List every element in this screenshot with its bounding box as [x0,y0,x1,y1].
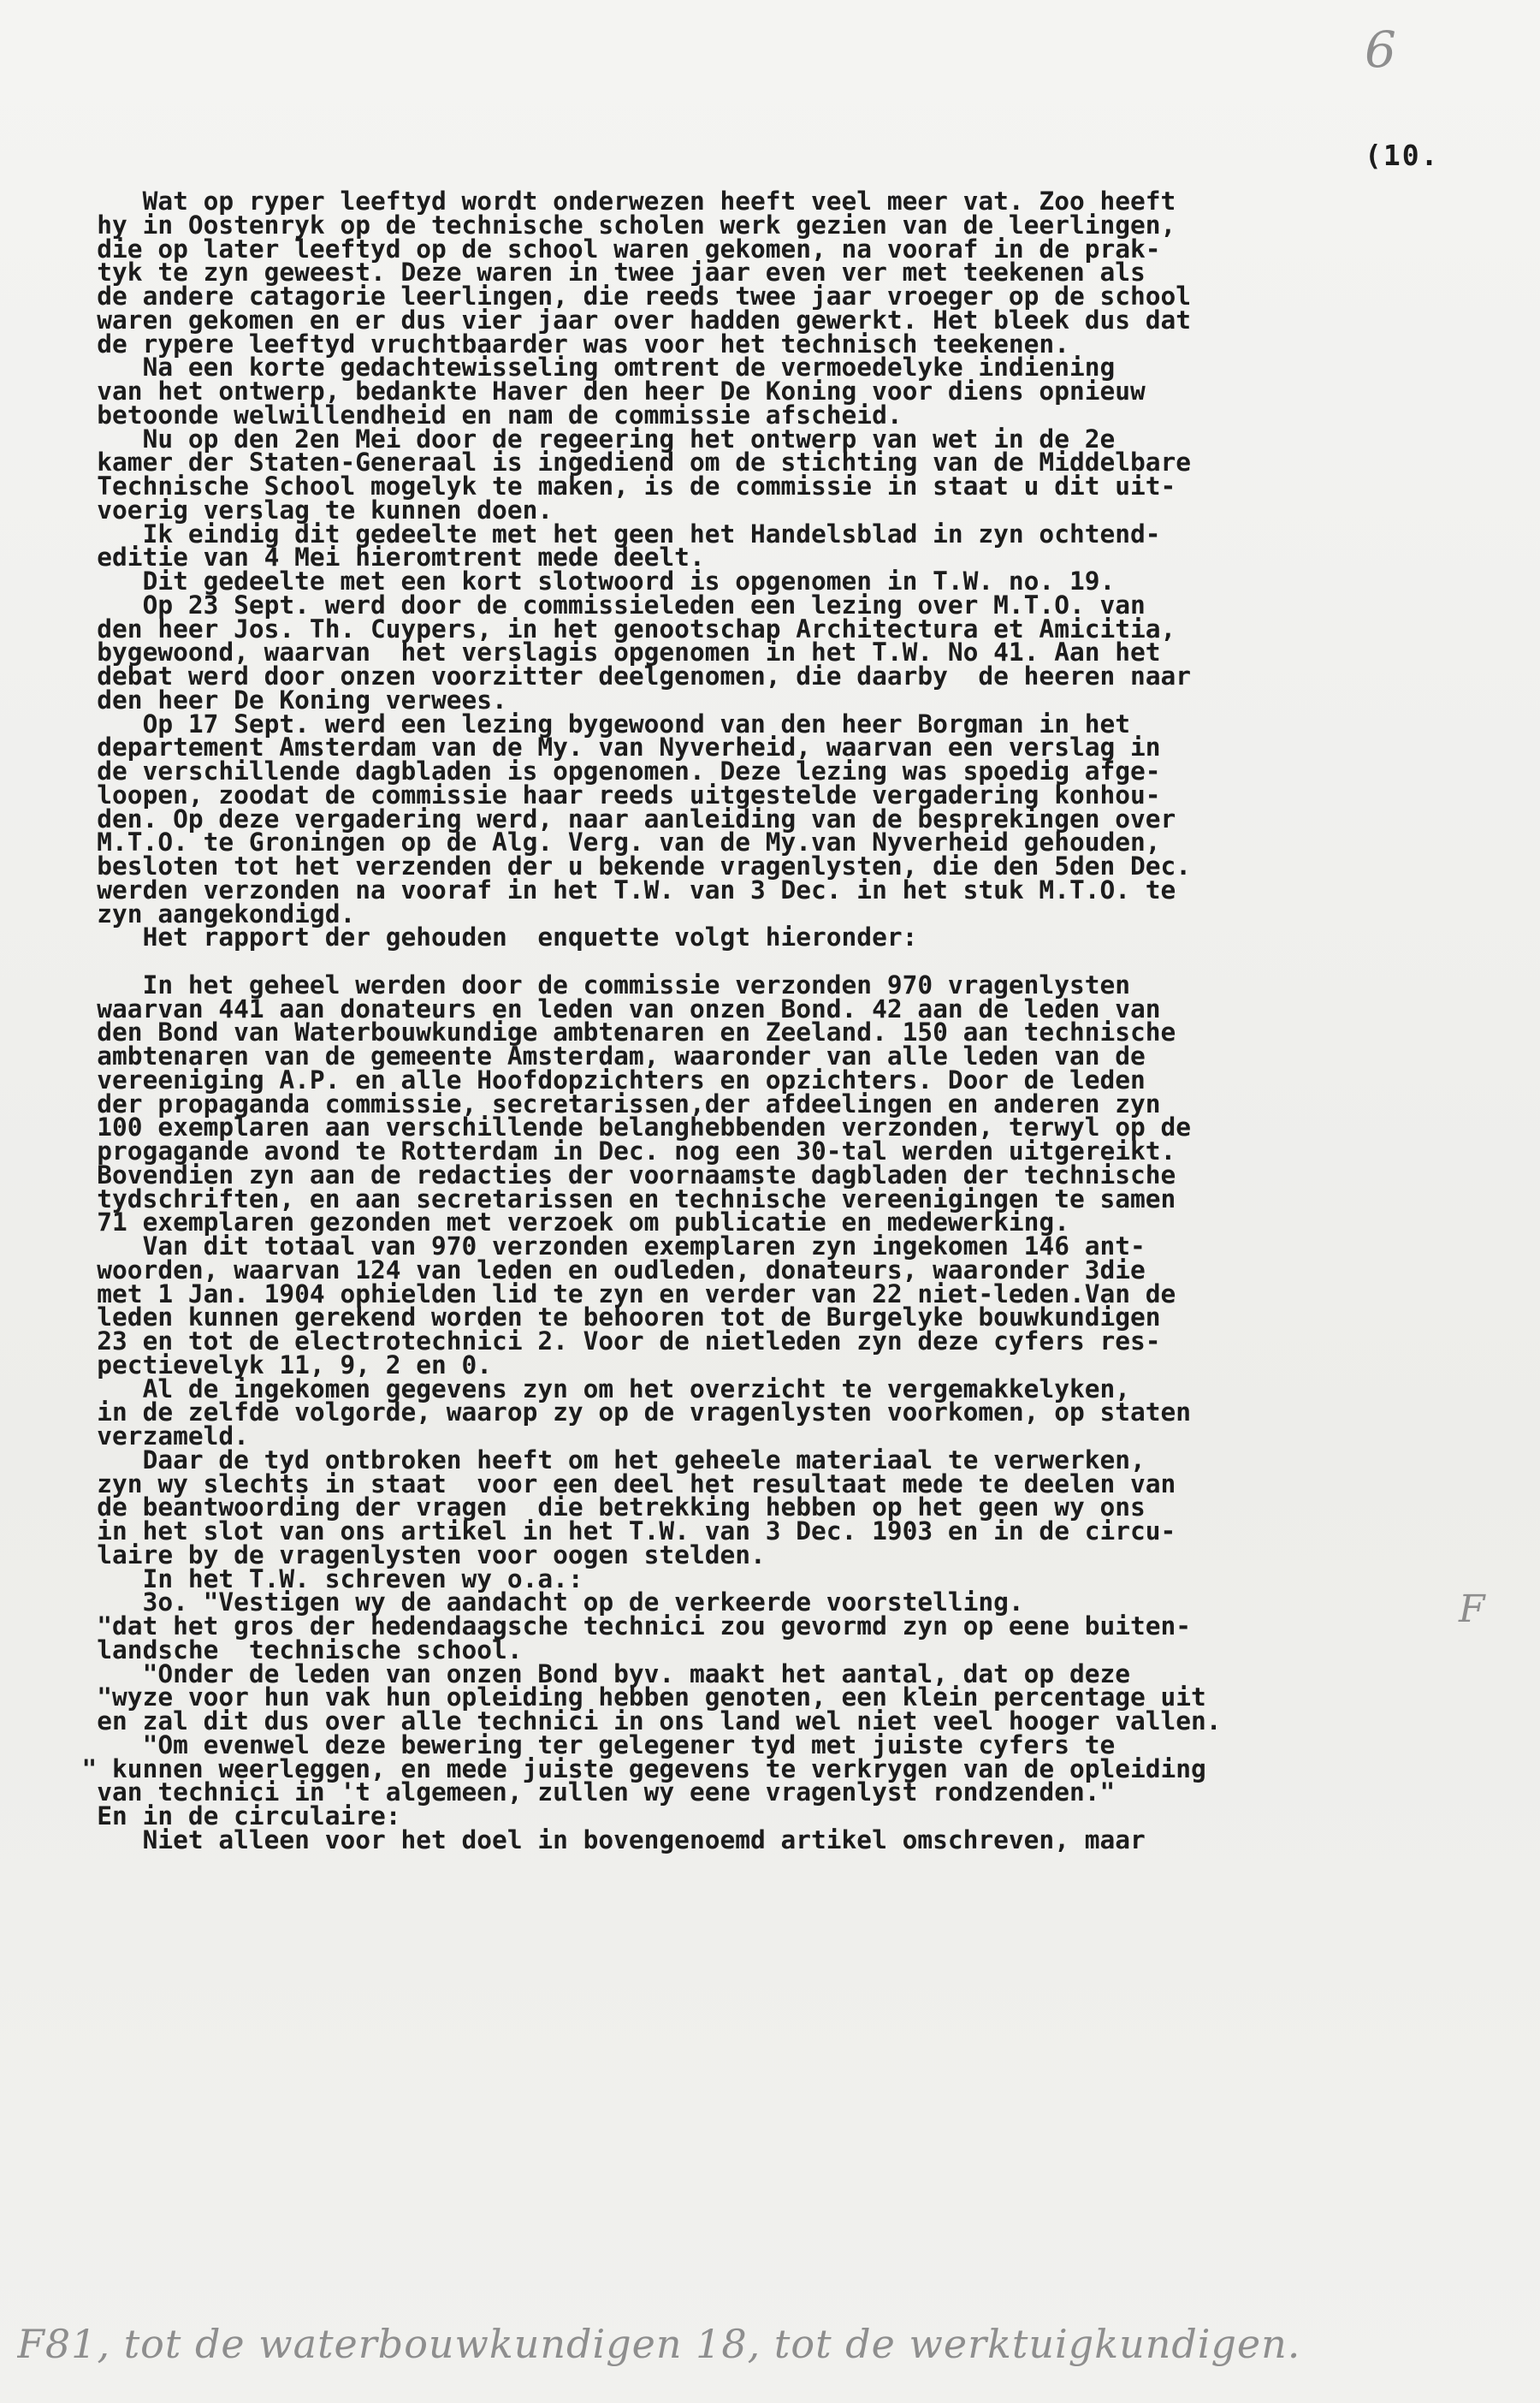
text-line: departement Amsterdam van de My. van Nyverheid, waarvan een verslag in [51,733,1161,762]
text-line: loopen, zoodat de commissie haar reeds uitgestelde vergadering konhou- [51,780,1161,810]
text-line: vereeniging A.P. en alle Hoofdopzichters en opzichters. Door de leden [51,1065,1146,1095]
text-line: verzameld. [51,1421,249,1451]
text-line: Het rapport der gehouden enquette volgt hieronder: [51,923,918,952]
text-line: landsche technische school. [51,1635,523,1664]
text-line: de rypere leeftyd vruchtbaarder was voor het technisch teekenen. [51,329,1069,359]
text-line: en zal dit dus over alle technici in ons land wel niet veel hooger vallen. [51,1706,1222,1736]
text-line: met 1 Jan. 1904 ophielden lid te zyn en verder van 22 niet-leden.Van de [51,1279,1176,1308]
text-line: den Bond van Waterbouwkundige ambtenaren en Zeeland. 150 aan technische [51,1018,1176,1047]
text-line: de beantwoording der vragen die betrekking hebben op het geen wy ons [51,1492,1146,1522]
text-line: den heer Jos. Th. Cuypers, in het genootschap Architectura et Amicitia, [51,614,1176,644]
text-line: Ik eindig dit gedeelte met het geen het Handelsblad in zyn ochtend- [51,519,1161,549]
text-line: Daar de tyd ontbroken heeft om het geheele materiaal te verwerken, [51,1445,1146,1474]
text-line: zyn aangekondigd. [51,899,356,929]
text-line: den. Op deze vergadering werd, naar aanleiding van de besprekingen over [51,804,1176,834]
text-line: van technici in 't algemeen, zullen wy eene vragenlyst rondzenden." [51,1777,1116,1807]
text-line: zyn wy slechts in staat voor een deel het resultaat mede te deelen van [51,1468,1176,1498]
text-line: progagande avond te Rotterdam in Dec. nog een 30-tal werden uitgereikt. [51,1136,1176,1166]
pencil-margin-note: F [1459,1587,1485,1631]
text-line: Dit gedeelte met een kort slotwoord is opgenomen in T.W. no. 19. [51,567,1116,596]
text-line: Na een korte gedachtewisseling omtrent de vermoedelyke indiening [51,353,1116,383]
text-line: tydschriften, en aan secretarissen en technische vereenigingen te samen [51,1184,1176,1213]
text-line: Al de ingekomen gegevens zyn om het overzicht te vergemakkelyken, [51,1374,1130,1403]
text-line: "dat het gros der hedendaagsche technici zou gevormd zyn op eene buiten- [51,1611,1192,1641]
text-line: Op 17 Sept. werd een lezing bygewoond van den heer Borgman in het [51,709,1130,739]
text-line: "Om evenwel deze bewering ter gelegener tyd met juiste cyfers te [51,1730,1116,1759]
text-line: werden verzonden na vooraf in het T.W. van 3 Dec. in het stuk M.T.O. te [51,875,1176,905]
text-line: In het T.W. schreven wy o.a.: [51,1563,583,1593]
text-line: waarvan 441 aan donateurs en leden van onzen Bond. 42 aan de leden van [51,994,1161,1024]
text-line: pectievelyk 11, 9, 2 en 0. [51,1350,493,1380]
text-line: " kunnen weerleggen, en mede juiste gegevens te verkrygen van de opleiding [51,1753,1206,1783]
text-line: der propaganda commissie, secretarissen,der afdeelingen en anderen zyn [51,1089,1161,1118]
text-line: den heer De Koning verwees. [51,685,507,715]
text-line: debat werd door onzen voorzitter deelgenomen, die daarby de heeren naar [51,662,1192,691]
text-line: Van dit totaal van 970 verzonden exemplaren zyn ingekomen 146 ant- [51,1231,1146,1261]
text-line: die op later leeftyd op de school waren gekomen, na vooraf in de prak- [51,234,1161,264]
pencil-bottom-note: F81, tot de waterbouwkundigen 18, tot de werktuigkundigen. [17,2321,1301,2367]
text-line: Niet alleen voor het doel in bovengenoemd artikel omschreven, maar [51,1824,1146,1854]
text-line: 23 en tot de electrotechnici 2. Voor de nietleden zyn deze cyfers res- [51,1326,1161,1356]
text-line: bygewoond, waarvan het verslagis opgenomen in het T.W. No 41. Aan het [51,638,1161,668]
text-line: hy in Oostenryk op de technische scholen werk gezien van de leerlingen, [51,210,1176,240]
text-line: 100 exemplaren aan verschillende belanghebbenden verzonden, terwyl op de [51,1112,1192,1142]
text-line: de verschillende dagbladen is opgenomen. Deze lezing was spoedig afge- [51,756,1161,786]
text-line: kamer der Staten-Generaal is ingediend om de stichting van de Middelbare [51,448,1192,478]
text-line: editie van 4 Mei hieromtrent mede deelt. [51,543,705,573]
text-line: Technische School mogelyk te maken, is de commissie in staat u dit uit- [51,472,1176,501]
text-line: besloten tot het verzenden der u bekende vragenlysten, die den 5den Dec. [51,851,1192,881]
text-line: woorden, waarvan 124 van leden en oudleden, donateurs, waaronder 3die [51,1255,1146,1285]
typewritten-body [51,187,1506,1854]
text-line: Nu op den 2en Mei door de regeering het ontwerp van wet in de 2e [51,424,1116,454]
text-line: waren gekomen en er dus vier jaar over hadden gewerkt. Het bleek dus dat [51,305,1192,335]
text-line: in het slot van ons artikel in het T.W. van 3 Dec. 1903 en in de circu- [51,1516,1176,1546]
text-line: "wyze voor hun vak hun opleiding hebben genoten, een klein percentage uit [51,1682,1206,1712]
text-line: 71 exemplaren gezonden met verzoek om publicatie en medewerking. [51,1207,1069,1237]
text-line: betoonde welwillendheid en nam de commissie afscheid. [51,400,903,430]
text-line: tyk te zyn geweest. Deze waren in twee jaar even ver met teekenen als [51,258,1146,288]
text-line: Wat op ryper leeftyd wordt onderwezen heeft veel meer vat. Zoo heeft [51,187,1176,216]
text-line: En in de circulaire: [51,1801,401,1830]
text-line: van het ontwerp, bedankte Haver den heer De Koning voor diens opnieuw [51,377,1146,406]
text-line: in de zelfde volgorde, waarop zy op de vragenlysten voorkomen, op staten [51,1397,1192,1427]
text-line: de andere catagorie leerlingen, die reeds twee jaar vroeger op de school [51,282,1192,311]
text-line: Bovendien zyn aan de redacties der voornaamste dagbladen der technische [51,1160,1176,1190]
text-line: laire by de vragenlysten voor oogen stelden. [51,1540,766,1569]
text-line: Op 23 Sept. werd door de commissieleden een lezing over M.T.O. van [51,590,1146,620]
text-line: M.T.O. te Groningen op de Alg. Verg. van de My.van Nyverheid gehouden, [51,828,1161,857]
text-line: leden kunnen gerekend worden te behooren tot de Burgelyke bouwkundigen [51,1302,1161,1332]
text-line: voerig verslag te kunnen doen. [51,495,554,525]
text-line: "Onder de leden van onzen Bond byv. maakt het aantal, dat op deze [51,1658,1130,1688]
text-line: In het geheel werden door de commissie verzonden 970 vragenlysten [51,970,1130,1000]
text-line: 3o. "Vestigen wy de aandacht op de verkeerde voorstelling. [51,1587,1024,1617]
text-line: ambtenaren van de gemeente Amsterdam, waaronder van alle leden van de [51,1041,1146,1071]
page-number: (10. [1365,139,1440,172]
pencil-page-mark: 6 [1365,21,1396,79]
